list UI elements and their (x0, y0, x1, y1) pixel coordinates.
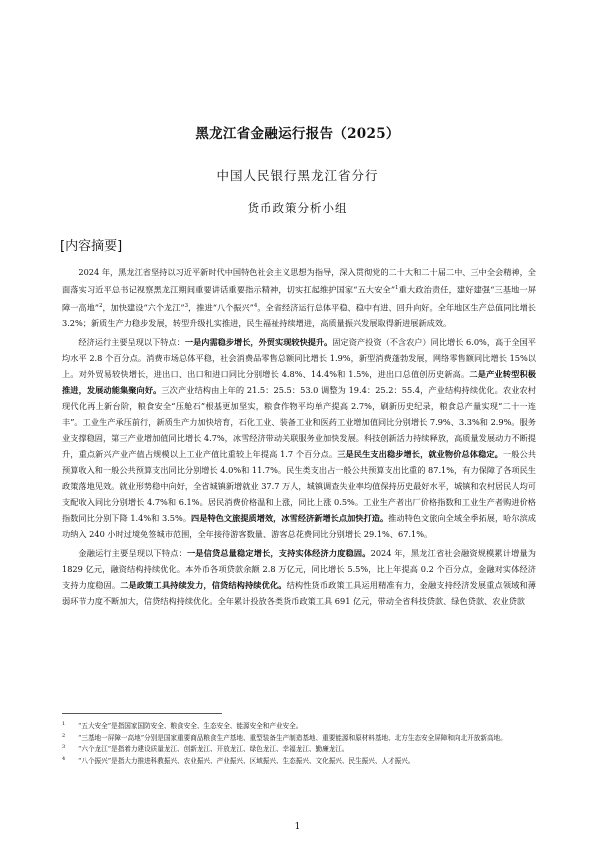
key-point: 一是信贷总量稳定增长，支持实体经济力度稳固。 (186, 548, 371, 559)
abstract-paragraph (62, 264, 536, 331)
paragraph-text: 结构性货币政策工具运用精准有力，金融支持经济发展重点领域和薄弱环节力度不断加大，信贷结构持续优化。全年累计投放各类货币政策工具 691 亿元，带动全省科技贷款、绿色贷款、农业贷款 (62, 580, 536, 607)
paragraph-text: 2024 年，黑龙江省社会融资规模累计增量为 1829 亿元，融资结构持续优化。本外币各项贷款余额 2.8 万亿元，同比增长 5.5%，比上年提高 0.2 个百分点，金融对实体经济支持力度稳固。 (62, 548, 536, 591)
footnote-ref: 1 (395, 285, 399, 291)
footnote (62, 756, 538, 768)
footnotes (62, 721, 538, 767)
abstract-body (62, 264, 536, 612)
paragraph-text: 2024 年，黑龙江省坚持以习近平新时代中国特色社会主义思想为指导，深入贯彻党的二十大和二十届二中、三中全会精神，全面落实习近平总书记视察黑龙江期间重要讲话重要指示精神，切实扛起维护国家“五大安全” (62, 267, 536, 295)
footnote-number: 2 (62, 732, 66, 739)
key-point: 一是内需稳步增长，外贸实现较快提升。 (184, 337, 333, 348)
abstract-heading: [内容摘要] (60, 239, 123, 254)
footnote (62, 733, 538, 745)
abstract-paragraph (62, 334, 536, 542)
page-number: 1 (294, 822, 301, 832)
footnote (62, 744, 538, 756)
key-point: 二是产业转型积极推进，发展动能集聚向好。 (62, 369, 536, 396)
paragraph-text: 推动特色文旅向全域全季拓展，哈尔滨成功纳入 240 小时过境免签城市范围，全年接待游客数量、游客总花费同比分别增长 29.1%、67.1%。 (62, 513, 536, 540)
footnote-text: “五大安全”是指国家国防安全、粮食安全、生态安全、能源安全和产业安全。 (78, 722, 303, 730)
footnote-ref: 2 (98, 302, 103, 309)
footnote-ref: 3 (184, 302, 189, 309)
footnote-text: “三基地一屏障一高地”分别是国家重要商品粮食生产基地、重型装备生产制造基地、重要能源和原材料基地、北方生态安全屏障和向北开放新高地。 (78, 733, 507, 742)
paragraph-text: 。全省经济运行总体平稳、稳中有进、回升向好。全年地区生产总值同比增长 3.2%；新质生产力稳步发展，转型升级扎实推进，民生福祉持续增进，高质量振兴发展取得新进展新成效。 (62, 302, 536, 329)
paragraph-text: 三次产业结构由上年的 21.5：25.5：53.0 调整为 19.4：25.2：55.4，产业结构持续优化。农业农村现代化再上新台阶，粮食安全“压舱石”根基更加坚实，粮食作物平均单产提高 2.7%，刷新历史纪录，粮食总产量实现“二十一连丰”。工业生产承压前行，新质生产力加快培育，石化工业、装备工业和医药工业增加值同比分别增长 7.9%、3.3%和 2.9%。服务业支撑稳固，第三产业增加值同比增长 4.7%，冰雪经济带动关联服务业加快发展。科技创新活力持续释放，高质量发展动力不断提升，重点新兴产业产值占规模以上工业产值比重较上年提高 1.7 个百分点。 (62, 385, 536, 460)
footnote-ref: 4 (253, 302, 258, 309)
key-point: 二是政策工具持续发力，信贷结构持续优化。 (120, 580, 287, 591)
key-point: 三是民生支出稳步增长，就业物价总体稳定。 (337, 449, 503, 460)
footnote-number: 1 (62, 721, 66, 727)
paragraph-text: 经济运行主要呈现以下特点： (78, 337, 185, 348)
abstract-paragraph (62, 545, 536, 609)
paragraph-text: 金融运行主要呈现以下特点： (78, 548, 187, 559)
paragraph-text: 重大政治责任，建好建强“三基地一屏障一高地” (62, 284, 537, 313)
author-group: 货币政策分析小组 (247, 201, 348, 215)
footnote-number: 3 (62, 744, 66, 750)
footnote-text: “六个龙江”是指着力建设质量龙江、创新龙江、开放龙江、绿色龙江、幸福龙江、勤廉龙江。 (78, 745, 349, 753)
key-point: 四是特色文旅提质增效，冰雪经济新增长点加快打造。 (191, 513, 389, 524)
paragraph-text: ，加快建设“六个龙江” (102, 302, 185, 313)
paragraph-text: 一般公共预算收入和一般公共预算支出同比分别增长 4.0%和 11.7%。民生类支出占一般公共预算支出比重的 87.1%，有力保障了各项民生政策落地见效。就业形势稳中向好，全省城镇新增就业 37.7 万人，城镇调查失业率均值保持历史最好水平，城镇和农村居民人均可支配收入同比分别增长 4.7%和 6.1%。居民消费价格温和上涨，同比上涨 0.5%。工业生产者出厂价格指数和工业生产者购进价格指数同比分别下降 1.4%和 3.5%。 (62, 449, 536, 524)
footnote-divider (62, 713, 222, 714)
footnote (62, 721, 538, 733)
paragraph-text: ，推进“八个振兴” (188, 302, 254, 313)
paragraph-text: 固定资产投资（不含农户）同比增长 6.0%，高于全国平均水平 2.8 个百分点。消费市场总体平稳，社会消费品零售总额同比增长 1.9%，新型消费蓬勃发展，网络零售额同比增长 15%以上。对外贸易较快增长，进出口、出口和进口同比分别增长 4.8%、14.4%和 1.5%，进出口总值创历史新高。 (62, 337, 536, 380)
footnote-number: 4 (62, 755, 66, 762)
issuing-organization: 中国人民银行黑龙江省分行 (216, 168, 379, 183)
report-title: 黑龙江省金融运行报告（2025） (195, 126, 400, 142)
footnote-text: “八个振兴”是指大力推进科教振兴、农业振兴、产业振兴、区域振兴、生态振兴、文化振兴、民生振兴、人才振兴。 (78, 756, 415, 765)
